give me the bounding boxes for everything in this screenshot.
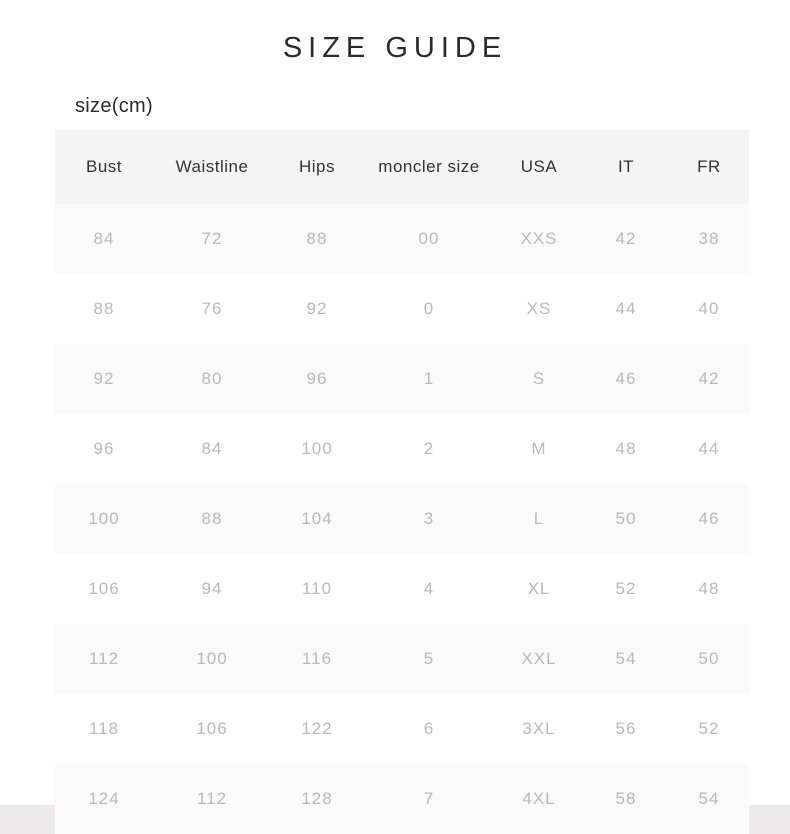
cell-waistline: 88 <box>153 484 271 554</box>
cell-it: 42 <box>583 204 669 274</box>
column-header-hips: Hips <box>271 130 363 204</box>
cell-bust: 88 <box>55 274 153 344</box>
cell-moncler-size: 0 <box>363 274 495 344</box>
cell-usa: S <box>495 344 583 414</box>
cell-bust: 92 <box>55 344 153 414</box>
cell-hips: 122 <box>271 694 363 764</box>
cell-hips: 116 <box>271 624 363 694</box>
cell-waistline: 94 <box>153 554 271 624</box>
cell-usa: XS <box>495 274 583 344</box>
cell-bust: 118 <box>55 694 153 764</box>
cell-waistline: 80 <box>153 344 271 414</box>
table-row <box>55 554 749 624</box>
cell-waistline: 76 <box>153 274 271 344</box>
cell-fr: 52 <box>669 694 749 764</box>
column-header-moncler-size: moncler size <box>363 130 495 204</box>
cell-it: 44 <box>583 274 669 344</box>
cell-hips: 96 <box>271 344 363 414</box>
cell-bust: 112 <box>55 624 153 694</box>
unit-label: size(cm) <box>75 95 153 117</box>
cell-it: 52 <box>583 554 669 624</box>
cell-fr: 40 <box>669 274 749 344</box>
cell-waistline: 112 <box>153 764 271 834</box>
cell-waistline: 72 <box>153 204 271 274</box>
table-row <box>55 274 749 344</box>
cell-hips: 100 <box>271 414 363 484</box>
column-header-waistline: Waistline <box>153 130 271 204</box>
size-table <box>55 130 749 834</box>
cell-usa: L <box>495 484 583 554</box>
cell-bust: 96 <box>55 414 153 484</box>
cell-fr: 54 <box>669 764 749 834</box>
table-row <box>55 414 749 484</box>
column-header-bust: Bust <box>55 130 153 204</box>
cell-moncler-size: 6 <box>363 694 495 764</box>
cell-fr: 48 <box>669 554 749 624</box>
cell-moncler-size: 4 <box>363 554 495 624</box>
cell-it: 54 <box>583 624 669 694</box>
cell-it: 58 <box>583 764 669 834</box>
cell-moncler-size: 7 <box>363 764 495 834</box>
cell-fr: 38 <box>669 204 749 274</box>
cell-hips: 104 <box>271 484 363 554</box>
cell-usa: M <box>495 414 583 484</box>
cell-usa: 4XL <box>495 764 583 834</box>
cell-fr: 46 <box>669 484 749 554</box>
cell-hips: 110 <box>271 554 363 624</box>
column-header-it: IT <box>583 130 669 204</box>
cell-it: 50 <box>583 484 669 554</box>
cell-moncler-size: 00 <box>363 204 495 274</box>
cell-usa: 3XL <box>495 694 583 764</box>
table-header-row <box>55 130 749 204</box>
size-table-container <box>55 130 735 834</box>
cell-it: 56 <box>583 694 669 764</box>
cell-bust: 106 <box>55 554 153 624</box>
cell-moncler-size: 2 <box>363 414 495 484</box>
cell-usa: XL <box>495 554 583 624</box>
table-header <box>55 130 749 204</box>
cell-bust: 84 <box>55 204 153 274</box>
cell-moncler-size: 1 <box>363 344 495 414</box>
page-title: SIZE GUIDE <box>282 32 508 64</box>
table-body <box>55 204 749 834</box>
cell-bust: 124 <box>55 764 153 834</box>
cell-hips: 88 <box>271 204 363 274</box>
cell-it: 48 <box>583 414 669 484</box>
cell-it: 46 <box>583 344 669 414</box>
cell-usa: XXS <box>495 204 583 274</box>
cell-hips: 128 <box>271 764 363 834</box>
table-row <box>55 204 749 274</box>
cell-fr: 42 <box>669 344 749 414</box>
cell-hips: 92 <box>271 274 363 344</box>
column-header-usa: USA <box>495 130 583 204</box>
cell-usa: XXL <box>495 624 583 694</box>
cell-moncler-size: 5 <box>363 624 495 694</box>
table-row <box>55 484 749 554</box>
table-row <box>55 694 749 764</box>
cell-bust: 100 <box>55 484 153 554</box>
table-row <box>55 624 749 694</box>
table-row <box>55 344 749 414</box>
cell-waistline: 106 <box>153 694 271 764</box>
cell-fr: 44 <box>669 414 749 484</box>
column-header-fr: FR <box>669 130 749 204</box>
cell-fr: 50 <box>669 624 749 694</box>
cell-waistline: 100 <box>153 624 271 694</box>
cell-waistline: 84 <box>153 414 271 484</box>
table-row <box>55 764 749 834</box>
cell-moncler-size: 3 <box>363 484 495 554</box>
